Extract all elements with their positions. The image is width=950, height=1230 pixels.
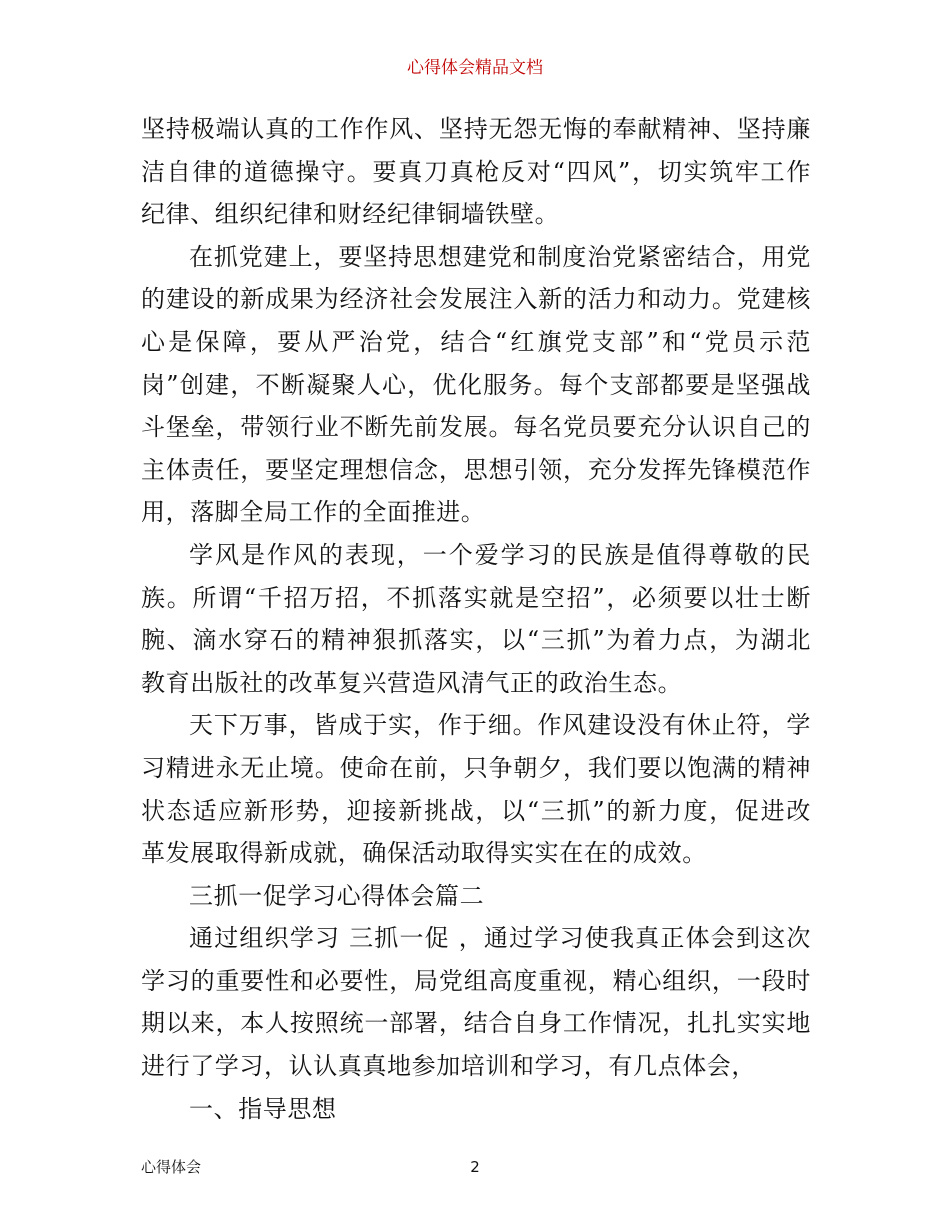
text-line: 主体责任，要坚定理想信念，思想引领，充分发挥先锋模范作 xyxy=(141,455,811,484)
text-line: 进行了学习，认认真真地参加培训和学习，有几点体会， xyxy=(141,1052,756,1081)
page-number: 2 xyxy=(470,1158,480,1176)
text-line: 斗堡垒，带领行业不断先前发展。每名党员要充分认识自己的 xyxy=(141,413,811,442)
text-line: 腕、滴水穿石的精神狠抓落实，以“三抓”为着力点，为湖北 xyxy=(141,626,811,655)
text-line: 族。所谓“千招万招，不抓落实就是空招”，必须要以壮士断 xyxy=(141,583,811,612)
text-line: 通过组织学习 三抓一促 ，通过学习使我真正体会到这次 xyxy=(189,924,811,953)
text-line: 心是保障，要从严治党，结合“红旗党支部”和“党员示范 xyxy=(141,327,811,356)
footer-label: 心得体会 xyxy=(141,1158,202,1176)
text-line: 洁自律的道德操守。要真刀真枪反对“四风”，切实筑牢工作 xyxy=(141,157,811,186)
text-line: 学习的重要性和必要性，局党组高度重视，精心组织，一段时 xyxy=(141,966,811,995)
text-line: 在抓党建上，要坚持思想建党和制度治党紧密结合，用党 xyxy=(189,242,811,271)
text-line: 教育出版社的改革复兴营造风清气正的政治生态。 xyxy=(141,668,683,697)
text-line: 岗”创建，不断凝聚人心，优化服务。每个支部都要是坚强战 xyxy=(141,370,811,399)
text-line: 坚持极端认真的工作作风、坚持无怨无悔的奉献精神、坚持廉 xyxy=(141,115,811,143)
document-header-title: 心得体会精品文档 xyxy=(407,58,543,78)
section-heading: 三抓一促学习心得体会篇二 xyxy=(189,881,485,910)
text-line: 天下万事，皆成于实，作于细。作风建设没有休止符，学 xyxy=(189,711,811,740)
text-line: 学风是作风的表现，一个爱学习的民族是值得尊敬的民 xyxy=(189,540,811,569)
text-line: 状态适应新形势，迎接新挑战，以“三抓”的新力度，促进改 xyxy=(141,796,811,825)
text-line: 用，落脚全局工作的全面推进。 xyxy=(141,498,486,527)
subsection-heading: 一、指导思想 xyxy=(189,1094,337,1123)
text-line: 习精进永无止境。使命在前，只争朝夕，我们要以饱满的精神 xyxy=(141,753,811,782)
text-line: 纪律、组织纪律和财经纪律铜墙铁壁。 xyxy=(141,200,560,229)
text-line: 革发展取得新成就，确保活动取得实实在在的成效。 xyxy=(141,839,707,868)
text-line: 期以来，本人按照统一部署，结合自身工作情况，扎扎实实地 xyxy=(141,1009,811,1038)
text-line: 的建设的新成果为经济社会发展注入新的活力和动力。党建核 xyxy=(141,285,811,314)
document-body xyxy=(141,108,811,1130)
